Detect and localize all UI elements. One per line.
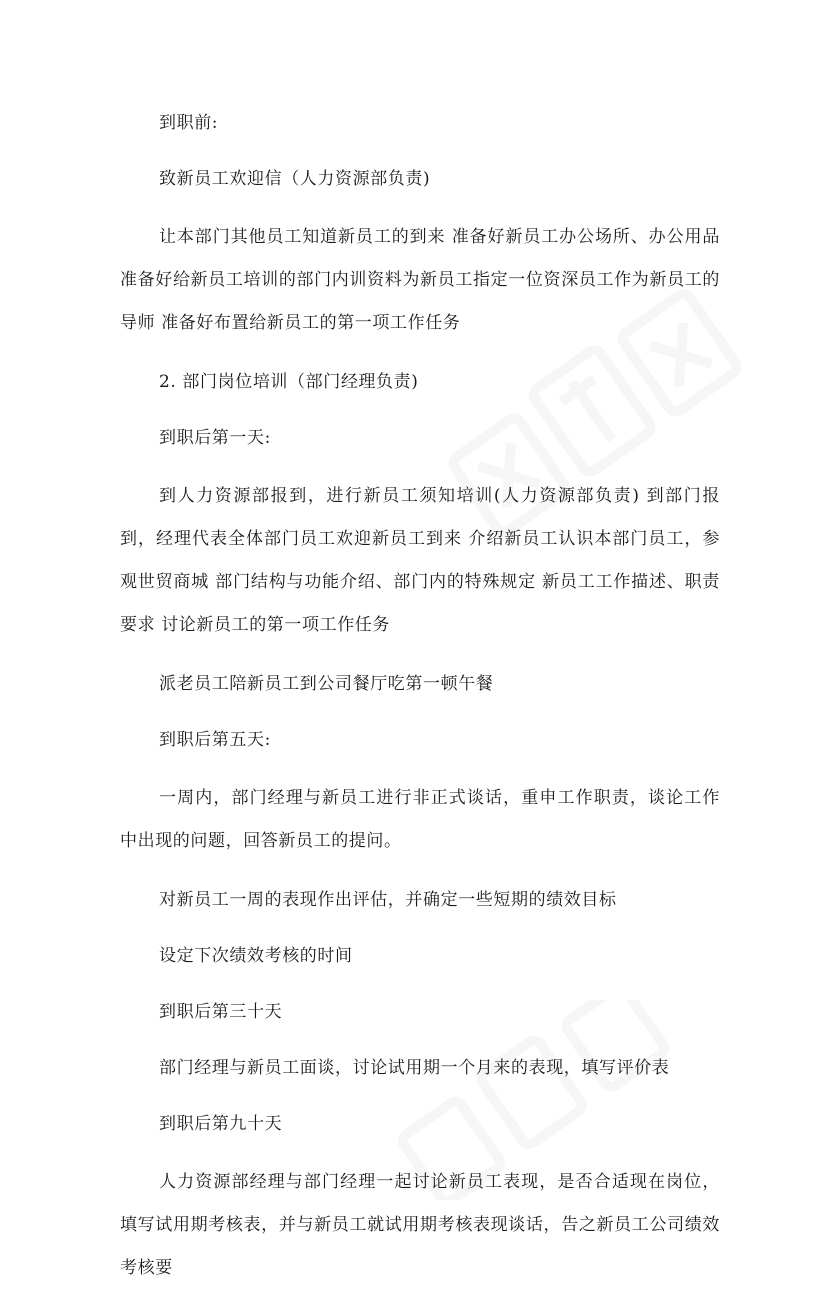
paragraph: 派老员工陪新员工到公司餐厅吃第一顿午餐 [159, 674, 494, 694]
document-body [120, 104, 720, 1290]
paragraph: 人力资源部经理与部门经理一起讨论新员工表现，是否合适现在岗位，填写试用期考核表，并与新员工就试用期考核表现谈话，告之新员工公司绩效考核要 [120, 1172, 720, 1278]
paragraph: 到职后第三十天 [159, 1002, 283, 1022]
paragraph: 到职后第九十天 [159, 1114, 283, 1134]
paragraph: 到职后第五天: [159, 730, 271, 750]
paragraph: 一周内，部门经理与新员工进行非正式谈话，重申工作职责，谈论工作中出现的问题，回答新员工的提问。 [120, 788, 720, 851]
paragraph: 到职前: [159, 113, 219, 133]
paragraph: 到职后第一天: [159, 428, 271, 448]
paragraph: 对新员工一周的表现作出评估，并确定一些短期的绩效目标 [159, 890, 617, 910]
paragraph: 致新员工欢迎信（人力资源部负责) [159, 169, 431, 189]
paragraph: 部门经理与新员工面谈，讨论试用期一个月来的表现，填写评价表 [159, 1058, 670, 1078]
paragraph: 到人力资源部报到，进行新员工须知培训(人力资源部负责) 到部门报到，经理代表全体部门员工欢迎新员工到来 介绍新员工认识本部门员工，参观世贸商城 部门结构与功能介绍、部门内的特殊规定 新员工工作描述、职责要求 讨论新员工的第一项工作任务 [120, 486, 720, 635]
paragraph: 2. 部门岗位培训（部门经理负责) [159, 372, 419, 392]
paragraph: 设定下次绩效考核的时间 [159, 946, 353, 966]
paragraph: 让本部门其他员工知道新员工的到来 准备好新员工办公场所、办公用品 准备好给新员工培训的部门内训资料为新员工指定一位资深员工作为新员工的导师 准备好布置给新员工的第一项工作任务 [120, 227, 720, 333]
